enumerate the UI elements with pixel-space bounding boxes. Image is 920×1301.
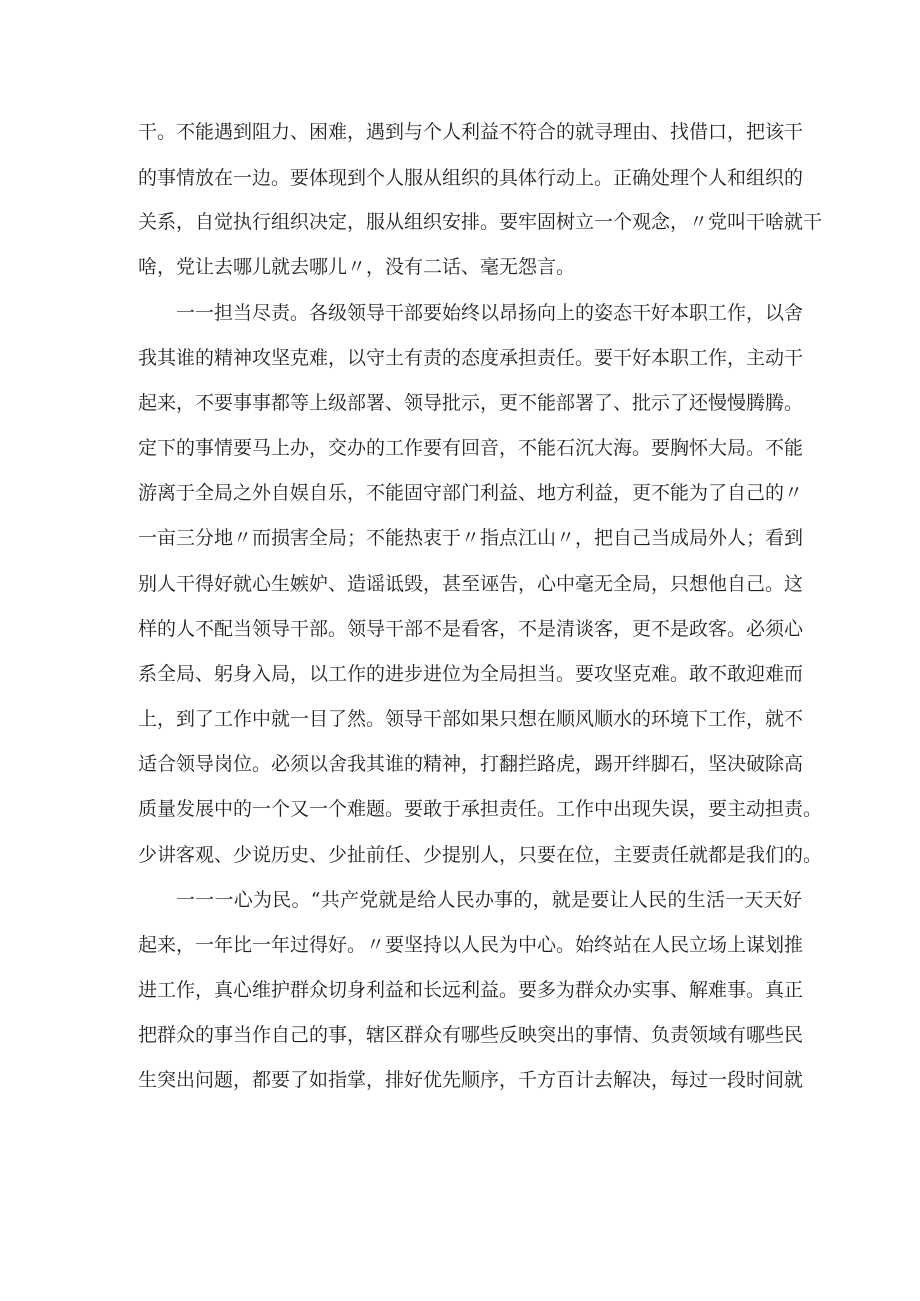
text-line-2: 的事情放在一边。要体现到个人服从组织的具体行动上。正确处理个人和组织的 <box>138 167 804 189</box>
text-line-16: 质量发展中的一个又一个难题。要敢于承担责任。工作中出现失误，要主动担责。 <box>138 798 823 820</box>
text-line-22: 生突出问题，都要了如指掌，排好优先顺序，千方百计去解决，每过一段时间就 <box>138 1069 804 1091</box>
text-line-21: 把群众的事当作自己的事，辖区群众有哪些反映突出的事情、负责领域有哪些民 <box>138 1024 804 1046</box>
text-line-15: 适合领导岗位。必须以舍我其谁的精神，打翻拦路虎，踢开绊脚石，坚决破除高 <box>138 753 804 775</box>
text-line-8: 定下的事情要马上办，交办的工作要有回音，不能石沉大海。要胸怀大局。不能 <box>138 437 804 459</box>
text-line-20: 进工作，真心维护群众切身利益和长远利益。要多为群众办实事、解难事。真正 <box>138 979 804 1001</box>
paragraph-heading-people: 一一一心为民。“共产党就是给人民办事的，就是要让人民的生活一天天好 <box>176 889 802 911</box>
text-line-11: 别人干得好就心生嫉妒、造谣诋毁，甚至诬告，心中毫无全局，只想他自己。这 <box>138 573 804 595</box>
text-line-4: 啥，党让去哪儿就去哪儿〃，没有二话、毫无怨言。 <box>138 256 576 278</box>
paragraph-heading-duty: 一一担当尽责。各级领导干部要始终以昂扬向上的姿态干好本职工作，以舍 <box>176 302 804 324</box>
text-line-13: 系全局、躬身入局，以工作的进步进位为全局担当。要攻坚克难。敢不敢迎难而 <box>138 663 804 685</box>
text-line-10: 一亩三分地〃而损害全局；不能热衷于〃指点江山〃，把自己当成局外人；看到 <box>138 527 804 549</box>
text-line-3: 关系，自觉执行组织决定，服从组织安排。要牢固树立一个观念，〃党叫干啥就干 <box>138 211 823 233</box>
text-line-6: 我其谁的精神攻坚克难，以守土有责的态度承担责任。要干好本职工作，主动干 <box>138 347 804 369</box>
text-line-12: 样的人不配当领导干部。领导干部不是看客，不是清谈客，更不是政客。必须心 <box>138 618 804 640</box>
text-line-1: 干。不能遇到阻力、困难，遇到与个人利益不符合的就寻理由、找借口，把该干 <box>138 121 804 143</box>
text-line-17: 少讲客观、少说历史、少扯前任、少提别人，只要在位，主要责任就都是我们的。 <box>138 844 823 866</box>
text-line-14: 上，到了工作中就一目了然。领导干部如果只想在顺风顺水的环境下工作，就不 <box>138 708 804 730</box>
text-line-9: 游离于全局之外自娱自乐，不能固守部门利益、地方利益，更不能为了自己的〃 <box>138 482 804 504</box>
text-line-7: 起来，不要事事都等上级部署、领导批示，更不能部署了、批示了还慢慢腾腾。 <box>138 392 804 414</box>
text-line-19: 起来，一年比一年过得好。〃要坚持以人民为中心。始终站在人民立场上谋划推 <box>138 934 804 956</box>
